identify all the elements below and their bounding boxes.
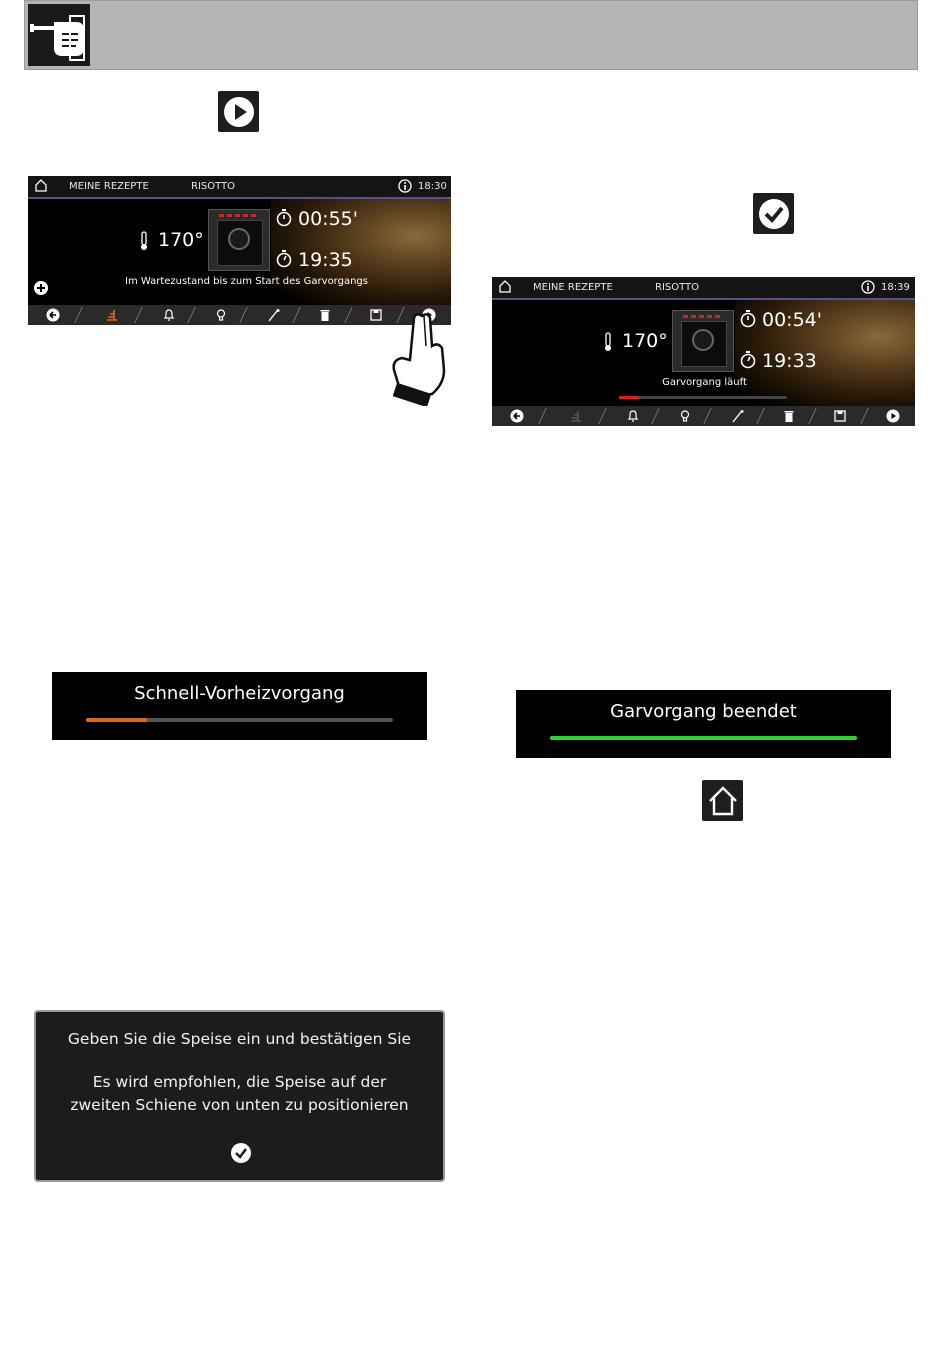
oven-screen-waiting [28,176,451,325]
oven-fan-mode-icon[interactable] [208,209,270,271]
back-icon[interactable] [509,408,525,424]
oven-fan-mode-icon[interactable] [672,310,734,372]
status-text: Im Wartezustand bis zum Start des Garvorgangs [125,276,368,287]
end-time-icon [740,351,756,373]
end-time-icon [276,250,292,272]
tapping-hand-icon [388,304,450,410]
breadcrumb-recipe[interactable]: RISOTTO [191,181,236,192]
light-bulb-icon[interactable] [677,408,693,424]
preheat-progress-fill [86,718,147,722]
temperature-value[interactable]: 170° [622,330,668,352]
status-text: Garvorgang läuft [662,377,747,388]
finished-progress-fill [550,736,857,740]
breadcrumb-recipe[interactable]: RISOTTO [655,282,700,293]
clock-time: 18:30 [418,181,447,192]
timer-icon [740,310,756,332]
insert-food-dialog [34,1010,445,1182]
preheat-icon [568,408,584,424]
start-icon[interactable] [885,408,901,424]
confirm-check-button[interactable] [230,1142,252,1168]
popup-title: Garvorgang beendet [610,701,797,722]
screen-topbar [492,277,915,300]
duration-value[interactable]: 00:55' [298,208,358,230]
home-icon[interactable] [34,178,48,200]
check-circle-icon [753,193,794,234]
info-icon[interactable] [398,179,412,201]
screen-topbar [28,176,451,199]
dialog-instruction: Geben Sie die Speise ein und bestätigen Sie [67,1030,412,1048]
dialog-hint-line-1: Es wird empfohlen, die Speise auf der [92,1073,387,1091]
cooking-finished-popup [516,690,891,758]
home-icon[interactable] [498,279,512,301]
end-time-value[interactable]: 19:33 [762,350,817,372]
section-header-bar [24,0,918,70]
finished-progress-bar [550,736,857,740]
back-icon[interactable] [45,307,61,323]
light-bulb-icon[interactable] [213,307,229,323]
preheat-icon[interactable] [104,307,120,323]
cooking-progress-fill [619,396,639,399]
breadcrumb-my-recipes[interactable]: MEINE REZEPTE [533,282,613,293]
delete-icon[interactable] [781,408,797,424]
delete-icon[interactable] [317,307,333,323]
save-icon[interactable] [368,307,384,323]
probe-icon[interactable] [730,408,746,424]
clock-time: 18:39 [881,282,910,293]
temperature-value[interactable]: 170° [158,229,204,251]
cooking-progress-bar [619,396,787,399]
preheat-progress-bar [86,718,393,722]
pointing-hand-icon [28,4,90,66]
oven-screen-running [492,277,915,426]
probe-icon[interactable] [266,307,282,323]
info-icon[interactable] [861,280,875,302]
popup-title: Schnell-Vorheizvorgang [134,683,345,704]
preheat-popup [52,672,427,740]
play-icon [218,91,259,132]
bell-icon[interactable] [625,408,641,424]
duration-value[interactable]: 00:54' [762,309,822,331]
timer-icon [276,209,292,231]
breadcrumb-my-recipes[interactable]: MEINE REZEPTE [69,181,149,192]
thermometer-icon [602,332,614,356]
thermometer-icon [138,231,150,255]
bell-icon[interactable] [161,307,177,323]
home-icon [702,780,743,821]
screen-bottom-toolbar [492,406,915,426]
end-time-value[interactable]: 19:35 [298,249,353,271]
dialog-hint-line-2: zweiten Schiene von unten zu positionieren [70,1096,409,1114]
save-icon[interactable] [832,408,848,424]
add-circle-icon[interactable] [33,280,49,300]
